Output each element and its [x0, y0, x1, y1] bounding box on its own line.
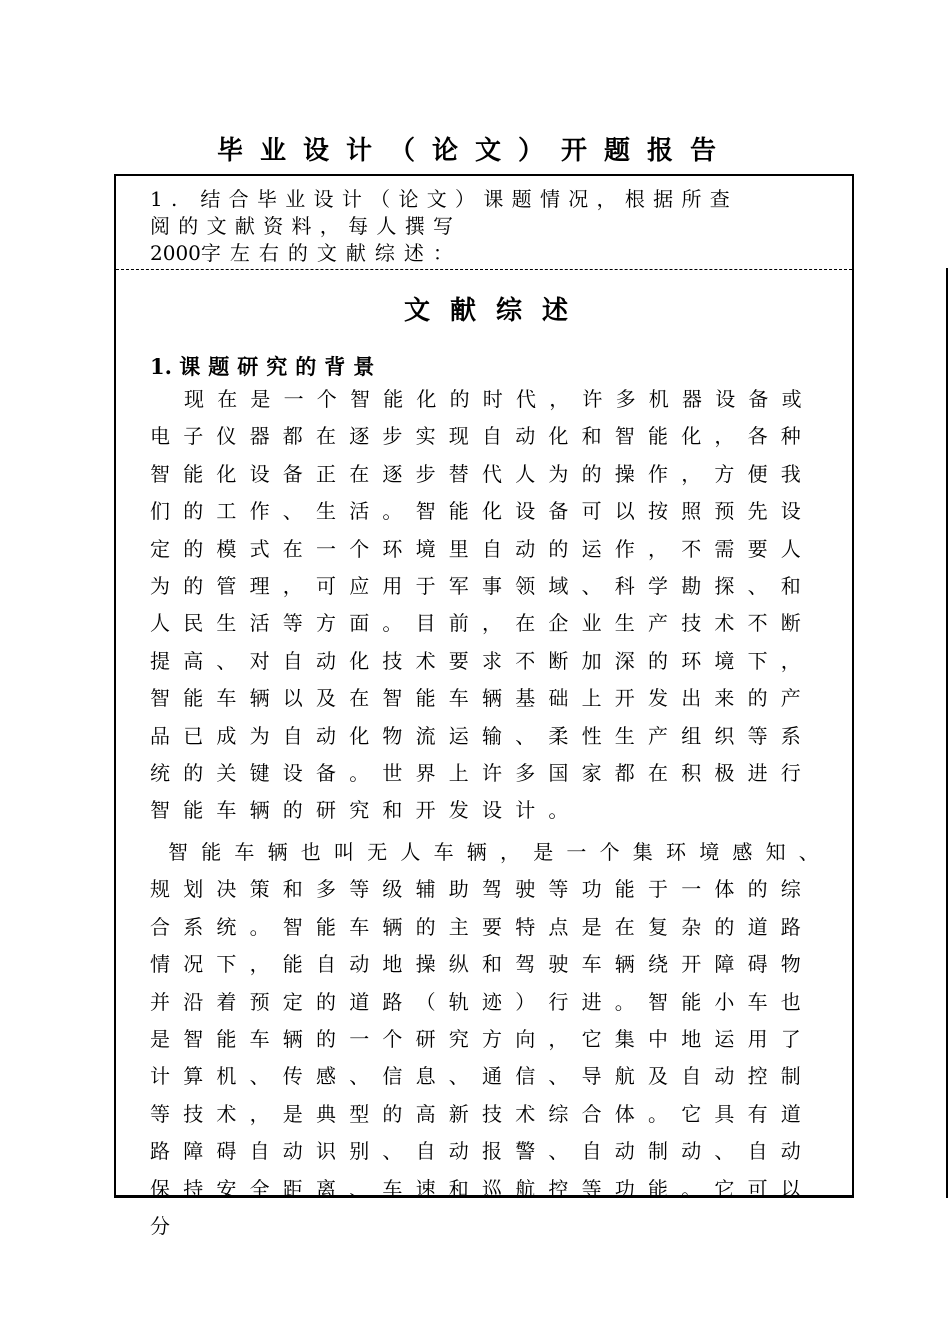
page-edge-line: [946, 268, 948, 1198]
page-title: 毕业设计（论文）开题报告: [216, 136, 733, 166]
review-title: 文献综述: [403, 296, 588, 326]
prompt-line: 1. 结合毕业设计（论文）课题情况，根据所查: [150, 187, 739, 211]
section-number: 1.: [150, 354, 172, 379]
body-paragraph: 智能车辆也叫无人车辆，是一个集环境感知、规划决策和多等级辅助驾驶等功能于一体的综合系统。智能车辆的主要特点是在复杂的道路情况下，能自动地操纵和驾驶车辆绕开障碍物并沿着预定的道路（轨迹）行进。智能小车也是智能车辆的一个研究方向，它集中地运用了计算机、传感、信息、通信、导航及自动控制等技术，是典型的高新技术综合体。它具有道路障碍自动识别、自动报警、自动制动、自动保持安全距离、车速和巡航控等功能。它可以分: [150, 840, 832, 1239]
prompt-line: [150, 240, 840, 267]
report-table: [114, 174, 854, 1239]
section-heading: [150, 351, 382, 381]
prompt-line: 阅的文献资料，每人撰写: [150, 214, 462, 238]
section-title: 课题研究的背景: [179, 354, 383, 379]
dashed-divider: [116, 269, 852, 270]
word-count: 2000: [150, 241, 201, 265]
body-paragraph: 现在是一个智能化的时代，许多机器设备或电子仪器都在逐步实现自动化和智能化，各种智能化设备正在逐步替代人为的操作，方便我们的工作、生活。智能化设备可以按照预先设定的模式在一个环境里自动的运作，不需要人为的管理，可应用于军事领域、科学勘探、和人民生活等方面。目前，在企业生产技术不断提高、对自动化技术要求不断加深的环境下，智能车辆以及在智能车辆基础上开发出来的产品已成为自动化物流运输、柔性生产组织等系统的关键设备。世界上许多国家都在积极进行智能车辆的研究和开发设计。: [150, 387, 815, 823]
instruction-prompt: [150, 186, 840, 267]
prompt-line-text: 字左右的文献综述：: [200, 241, 462, 265]
